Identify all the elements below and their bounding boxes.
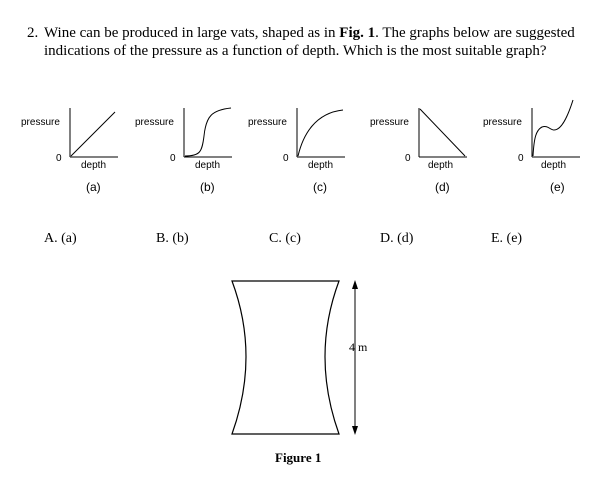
- graph-a-x-label: depth: [81, 160, 107, 171]
- graph-e-plot: [482, 100, 602, 200]
- graph-c-x-label: depth: [308, 160, 334, 171]
- graph-e-curve: [533, 100, 573, 156]
- graph-d-origin-label: 0: [405, 153, 411, 164]
- choice-d[interactable]: D. (d): [380, 231, 414, 246]
- question-line-1-start: Wine can be produced in large vats, shaped as in: [44, 25, 340, 41]
- vat-diagram: [225, 278, 385, 478]
- graph-c: [247, 100, 367, 200]
- graph-e-y-label: pressure: [483, 117, 522, 128]
- graph-c-plot: [247, 100, 367, 200]
- graph-c-origin-label: 0: [283, 153, 289, 164]
- choice-c[interactable]: C. (c): [269, 231, 301, 246]
- choice-a[interactable]: A. (a): [44, 231, 77, 246]
- question-line-1-end: . The graphs below are suggested: [375, 25, 575, 41]
- choice-e[interactable]: E. (e): [491, 231, 523, 246]
- figure-1: [225, 278, 385, 478]
- vat-height-label: 4 m: [349, 340, 368, 354]
- graph-e-letter: (e): [550, 180, 565, 194]
- graph-e: [482, 100, 602, 200]
- graph-e-origin-label: 0: [518, 153, 524, 164]
- graph-a-curve: [71, 112, 115, 156]
- graph-c-y-label: pressure: [248, 117, 287, 128]
- graph-d-plot: [369, 100, 489, 200]
- graph-b-origin-label: 0: [170, 153, 176, 164]
- graph-c-letter: (c): [313, 180, 327, 194]
- graph-a-y-label: pressure: [21, 117, 60, 128]
- graph-e-x-label: depth: [541, 160, 567, 171]
- graph-b-x-label: depth: [195, 160, 221, 171]
- graph-a-plot: [20, 100, 140, 200]
- graph-b-plot: [134, 100, 254, 200]
- graph-a-letter: (a): [86, 180, 101, 194]
- height-arrow-top: [352, 280, 358, 289]
- figure-reference: Fig. 1: [339, 25, 376, 41]
- question-line-2: indications of the pressure as a function of depth. Which is the most suitable graph?: [44, 43, 547, 59]
- question-line-1: [44, 24, 575, 42]
- figure-caption: Figure 1: [275, 450, 322, 465]
- height-arrow-bottom: [352, 426, 358, 435]
- graph-b-y-label: pressure: [135, 117, 174, 128]
- graph-b-letter: (b): [200, 180, 215, 194]
- graph-d-letter: (d): [435, 180, 450, 194]
- graph-b: [134, 100, 254, 200]
- graph-a-origin-label: 0: [56, 153, 62, 164]
- choice-b[interactable]: B. (b): [156, 231, 189, 246]
- graph-d-x-label: depth: [428, 160, 454, 171]
- graph-b-curve: [185, 108, 231, 156]
- graph-c-curve: [298, 110, 343, 156]
- graph-a: [20, 100, 140, 200]
- vat-outline: [232, 281, 339, 434]
- question-number: 2.: [27, 25, 39, 41]
- graph-d-curve: [420, 109, 465, 156]
- graph-d-y-label: pressure: [370, 117, 409, 128]
- graph-d: [369, 100, 489, 200]
